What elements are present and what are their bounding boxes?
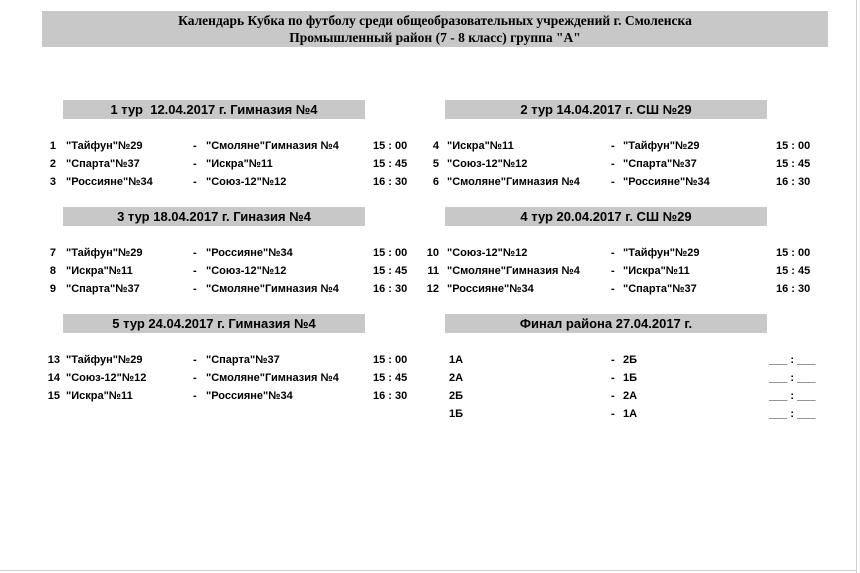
- round-1-header: 1 тур 12.04.2017 г. Гимназия №4: [63, 100, 365, 119]
- match-dash: -: [611, 372, 615, 384]
- match-number: 9: [49, 283, 56, 295]
- score-blank: ___ : ___: [769, 408, 816, 420]
- home-team: "Россияне"№34: [447, 283, 534, 295]
- match-time: 15 : 45: [373, 158, 408, 170]
- final-header: Финал района 27.04.2017 г.: [445, 314, 767, 333]
- away-team: "Союз-12"№12: [206, 176, 287, 188]
- match-number: 2: [49, 158, 56, 170]
- match-row: [0, 280, 860, 298]
- round-2-header: 2 тур 14.04.2017 г. СШ №29: [445, 100, 767, 119]
- away-team: "Смоляне"Гимназия №4: [206, 283, 339, 295]
- home-team: "Союз-12"№12: [447, 158, 528, 170]
- final-match-row: [0, 387, 860, 405]
- match-number: 12: [426, 283, 439, 295]
- home-team: "Тайфун"№29: [66, 247, 143, 259]
- match-time: 16 : 30: [776, 283, 811, 295]
- match-dash: -: [193, 140, 197, 152]
- away-team: "Спарта"№37: [623, 158, 697, 170]
- match-number: 6: [432, 176, 439, 188]
- home-team: 1Б: [449, 408, 464, 420]
- away-team: "Смоляне"Гимназия №4: [206, 372, 339, 384]
- match-time: 15 : 00: [776, 247, 811, 259]
- away-team: "Спарта"№37: [623, 283, 697, 295]
- title-line-2: Промышленный район (7 - 8 класс) группа "А": [289, 30, 581, 45]
- match-time: 15 : 00: [373, 140, 408, 152]
- match-dash: -: [193, 247, 197, 259]
- match-number: 10: [426, 247, 439, 259]
- away-team: "Россияне"№34: [206, 247, 293, 259]
- match-dash: -: [193, 158, 197, 170]
- away-team: 1Б: [623, 372, 638, 384]
- match-time: 15 : 00: [373, 247, 408, 259]
- home-team: "Союз-12"№12: [447, 247, 528, 259]
- score-blank: ___ : ___: [769, 390, 816, 402]
- match-dash: -: [611, 176, 615, 188]
- match-number: 1: [49, 140, 56, 152]
- match-time: 15 : 45: [373, 265, 408, 277]
- home-team: "Спарта"№37: [66, 283, 140, 295]
- match-time: 16 : 30: [373, 283, 408, 295]
- away-team: "Искра"№11: [623, 265, 690, 277]
- match-time: 15 : 45: [776, 265, 811, 277]
- home-team: 2Б: [449, 390, 464, 402]
- home-team: 2А: [449, 372, 464, 384]
- home-team: "Смоляне"Гимназия №4: [447, 176, 580, 188]
- match-row: [0, 137, 860, 155]
- match-time: 15 : 45: [373, 372, 408, 384]
- away-team: "Россияне"№34: [206, 390, 293, 402]
- match-number: 5: [432, 158, 439, 170]
- away-team: "Россияне"№34: [623, 176, 710, 188]
- match-dash: -: [193, 283, 197, 295]
- match-dash: -: [611, 354, 615, 366]
- page-edge-bottom: [0, 570, 857, 571]
- final-match-row: [0, 351, 860, 369]
- match-row: [0, 262, 860, 280]
- round-5-header: 5 тур 24.04.2017 г. Гимназия №4: [63, 314, 365, 333]
- home-team: "Тайфун"№29: [66, 140, 143, 152]
- away-team: 2А: [623, 390, 638, 402]
- match-dash: -: [611, 390, 615, 402]
- match-dash: -: [611, 140, 615, 152]
- match-number: 15: [47, 390, 60, 402]
- match-row: [0, 155, 860, 173]
- match-time: 16 : 30: [373, 176, 408, 188]
- match-dash: -: [193, 372, 197, 384]
- match-time: 16 : 30: [373, 390, 408, 402]
- home-team: "Искра"№11: [66, 265, 133, 277]
- home-team: "Искра"№11: [66, 390, 133, 402]
- match-number: 4: [432, 140, 439, 152]
- match-dash: -: [611, 158, 615, 170]
- match-dash: -: [611, 265, 615, 277]
- home-team: "Искра"№11: [447, 140, 514, 152]
- away-team: "Тайфун"№29: [623, 140, 700, 152]
- round-4-header: 4 тур 20.04.2017 г. СШ №29: [445, 207, 767, 226]
- away-team: "Смоляне"Гимназия №4: [206, 140, 339, 152]
- home-team: "Тайфун"№29: [66, 354, 143, 366]
- match-row: [0, 173, 860, 191]
- match-number: 14: [47, 372, 60, 384]
- match-dash: -: [193, 176, 197, 188]
- match-time: 15 : 45: [776, 158, 811, 170]
- match-number: 7: [49, 247, 56, 259]
- away-team: 1А: [623, 408, 638, 420]
- away-team: "Спарта"№37: [206, 354, 280, 366]
- match-number: 3: [49, 176, 56, 188]
- home-team: "Россияне"№34: [66, 176, 153, 188]
- final-match-row: [0, 369, 860, 387]
- home-team: "Смоляне"Гимназия №4: [447, 265, 580, 277]
- home-team: "Союз-12"№12: [66, 372, 147, 384]
- match-time: 15 : 00: [373, 354, 408, 366]
- home-team: 1А: [449, 354, 464, 366]
- match-number: 13: [47, 354, 60, 366]
- match-time: 16 : 30: [776, 176, 811, 188]
- match-dash: -: [611, 247, 615, 259]
- title-line-1: Календарь Кубка по футболу среди общеобразовательных учреждений г. Смоленска: [178, 13, 692, 28]
- away-team: "Союз-12"№12: [206, 265, 287, 277]
- round-3-header: 3 тур 18.04.2017 г. Гиназия №4: [63, 207, 365, 226]
- page-title: [42, 11, 828, 47]
- match-dash: -: [611, 408, 615, 420]
- away-team: 2Б: [623, 354, 638, 366]
- away-team: "Тайфун"№29: [623, 247, 700, 259]
- home-team: "Спарта"№37: [66, 158, 140, 170]
- match-number: 8: [49, 265, 56, 277]
- match-row: [0, 244, 860, 262]
- final-match-row: [0, 405, 860, 423]
- match-time: 15 : 00: [776, 140, 811, 152]
- match-dash: -: [193, 265, 197, 277]
- score-blank: ___ : ___: [769, 372, 816, 384]
- away-team: "Искра"№11: [206, 158, 273, 170]
- match-dash: -: [611, 283, 615, 295]
- match-dash: -: [193, 390, 197, 402]
- match-dash: -: [193, 354, 197, 366]
- match-number: 11: [427, 265, 439, 277]
- score-blank: ___ : ___: [769, 354, 816, 366]
